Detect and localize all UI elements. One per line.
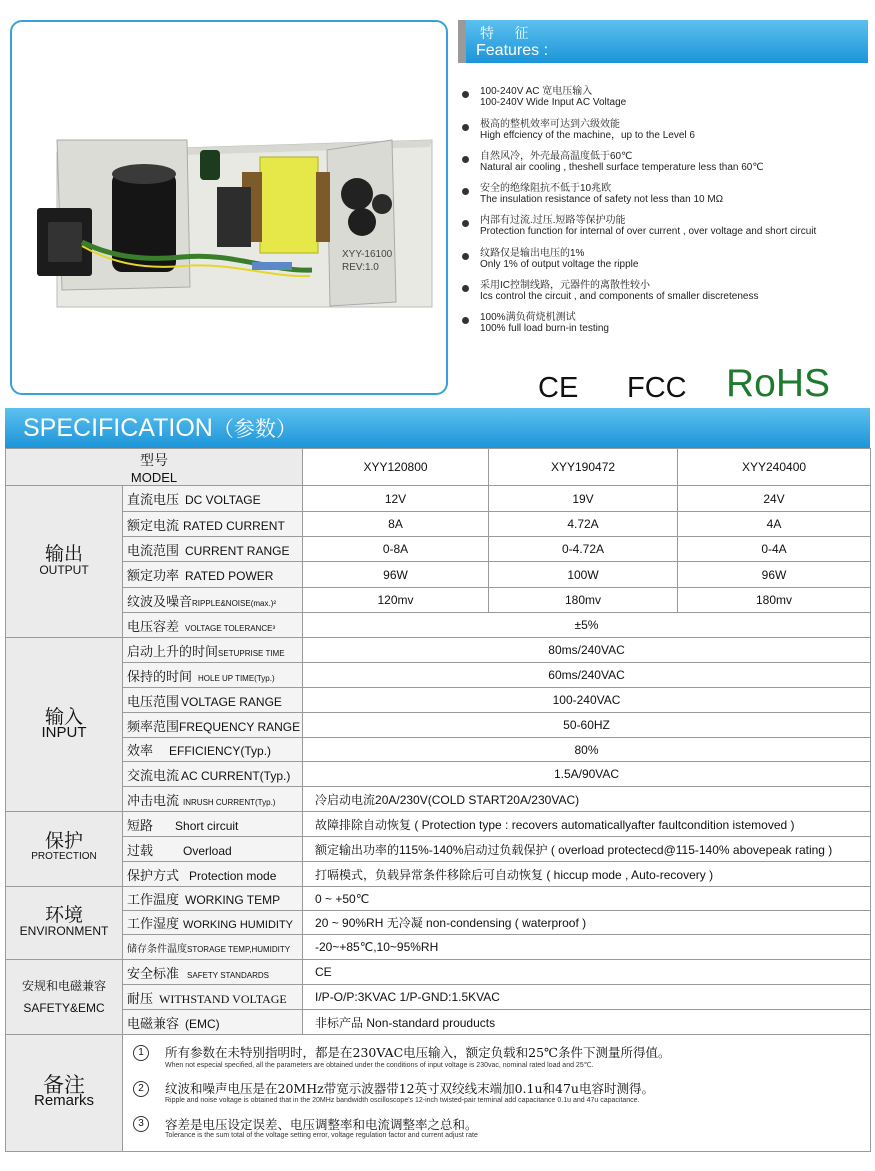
remark-text-cn: 纹波和噪声电压是在20MHz带宽示波器带12英寸双绞线末端加0.1u和47u电容时测得。 <box>165 1081 654 1096</box>
remark-number: 3 <box>133 1116 149 1132</box>
group-input: 输入 INPUT <box>6 638 123 812</box>
features-title-en: Features : <box>476 42 549 59</box>
bullet-icon <box>462 317 469 324</box>
table-row: 型号 MODEL XYY120800 XYY190472 XYY240400 <box>6 449 871 486</box>
table-row: 电流范围 CURRENT RANGE 0-8A 0-4.72A 0-4A <box>6 537 871 562</box>
table-row: 保护 PROTECTION 短路 Short circuit 故障排除自动恢复 ( Protection type : recovers automaticallyafter faultcondition istemoved ) <box>6 812 871 837</box>
feature-item: 内部有过流.过压.短路等保护功能 Protection function for internal of over current , over voltage and short circuit <box>480 215 816 237</box>
feature-item: 采用IC控制线路，元器件的离散性较小 Ics control the circuit , and components of smaller discreteness <box>480 280 758 302</box>
group-protection: 保护 PROTECTION <box>6 812 123 887</box>
table-row: 工作湿度 WORKING HUMIDITY 20 ~ 90%RH 无冷凝 non-condensing ( waterproof ) <box>6 911 871 935</box>
table-row: 电压范围 VOLTAGE RANGE 100-240VAC <box>6 688 871 713</box>
group-output: 输出 OUTPUT <box>6 486 123 638</box>
table-row: 冲击电流 INRUSH CURRENT(Typ.) 冷启动电流20A/230V(COLD START20A/230VAC) <box>6 787 871 812</box>
bullet-icon <box>462 220 469 227</box>
table-row: 输入 INPUT 启动上升的时间SETUPRISE TIME 80ms/240VAC <box>6 638 871 663</box>
product-photo <box>10 20 448 395</box>
spec-title-cn: （参数） <box>212 417 297 441</box>
table-row: 电压容差 VOLTAGE TOLERANCE³ ±5% <box>6 613 871 638</box>
remark-number: 1 <box>133 1045 149 1061</box>
table-row: 电磁兼容 (EMC) 非标产品 Non-standard prouducts <box>6 1010 871 1035</box>
bullet-icon <box>462 156 469 163</box>
table-row: 耐压 WITHSTAND VOLTAGE I/P-O/P:3KVAC 1/P-GND:1.5KVAC <box>6 985 871 1010</box>
features-header <box>458 20 868 63</box>
table-row: 频率范围FREQUENCY RANGE 50-60HZ <box>6 713 871 738</box>
feature-item: 安全的绝缘阻抗不低于10兆欧 The insulation resistance of safety not less than 10 MΩ <box>480 183 723 205</box>
pcb-label: XYY-16100 <box>342 249 393 260</box>
table-row: 交流电流 AC CURRENT(Typ.) 1.5A/90VAC <box>6 762 871 787</box>
bullet-icon <box>462 285 469 292</box>
specification-header <box>5 408 870 448</box>
remark-text-en: When not especial specified, all the parameters are obtained under the conditions of input voltage is 230vac, nominal rated load and 25℃. <box>165 1062 594 1069</box>
table-row: 安规和电磁兼容 SAFETY&EMC 安全标准 SAFETY STANDARDS CE <box>6 960 871 985</box>
remark-text-cn: 容差是电压设定误差、电压调整率和电流调整率之总和。 <box>165 1117 478 1132</box>
table-row: 过载 Overload 额定输出功率的115%-140%启动过负载保护 ( overload protectecd@115-140% abovepeak rating ) <box>6 837 871 862</box>
table-row: 纹波及噪音RIPPLE&NOISE(max.)² 120mv 180mv 180mv <box>6 588 871 613</box>
model-cell: XYY120800 <box>303 449 489 486</box>
feature-item: 100%满负荷烧机测试 100% full load burn-in testing <box>480 312 609 334</box>
table-row: 额定功率 RATED POWER 96W 100W 96W <box>6 562 871 588</box>
table-row: 效率 EFFICIENCY(Typ.) 80% <box>6 738 871 762</box>
table-row: 输出 OUTPUT 直流电压 DC VOLTAGE 12V 19V 24V <box>6 486 871 512</box>
table-row: 额定电流 RATED CURRENT 8A 4.72A 4A <box>6 512 871 537</box>
remark-number: 2 <box>133 1081 149 1097</box>
remark-text-cn: 所有参数在未特别指明时，都是在230VAC电压输入，额定负载和25℃条件下测量所得值。 <box>165 1045 671 1060</box>
group-environment: 环境 ENVIRONMENT <box>6 887 123 960</box>
features-title-cn: 特 征 <box>480 26 537 42</box>
cert-fcc: FCC <box>627 372 687 404</box>
cert-ce: CE <box>538 372 579 404</box>
table-row: 保持的时间 HOLE UP TIME(Typ.) 60ms/240VAC <box>6 663 871 688</box>
bullet-icon <box>462 253 469 260</box>
model-cell: XYY190472 <box>489 449 678 486</box>
remark-text-en: Ripple and noise voltage is obtained that in the 20MHz bandwidth oscilloscope's 12-inch twisted-pair terminal add capacitance 0.1u and 47u capacitance. <box>165 1097 640 1104</box>
spec-title: SPECIFICATION <box>23 414 213 442</box>
table-row: 储存条件温度STORAGE TEMP,HUMIDITY -20~+85℃,10~95%RH <box>6 935 871 960</box>
remark-text-en: Tolerance is the sum total of the voltage setting error, voltage regulation factor and current adjust rate <box>165 1132 478 1139</box>
model-cell: XYY240400 <box>678 449 871 486</box>
group-remarks: 备注 Remarks <box>6 1035 123 1152</box>
feature-item: 100-240V AC 宽电压输入 100-240V Wide Input AC Voltage <box>480 86 626 108</box>
specification-table <box>5 448 871 1152</box>
feature-item: 自然风冷，外壳最高温度低于60℃ Natural air cooling , theshell surface temperature less than 60℃ <box>480 151 764 173</box>
pcb-label-rev: REV:1.0 <box>342 262 379 273</box>
bullet-icon <box>462 124 469 131</box>
feature-item: 极高的整机效率可达到六级效能 High effciency of the machine，up to the Level 6 <box>480 119 695 141</box>
group-safety: 安规和电磁兼容 SAFETY&EMC <box>6 960 123 1035</box>
table-row: 保护方式 Protection mode 打嗝模式，负载异常条件移除后可自动恢复 ( hiccup mode , Auto-recovery ) <box>6 862 871 887</box>
bullet-icon <box>462 91 469 98</box>
table-row <box>6 1035 871 1152</box>
power-supply-board-image <box>12 22 446 393</box>
bullet-icon <box>462 188 469 195</box>
feature-item: 纹路仅是输出电压的1% Only 1% of output voltage the ripple <box>480 248 638 270</box>
cert-rohs: RoHS <box>726 362 831 405</box>
table-row: 环境 ENVIRONMENT 工作温度 WORKING TEMP 0 ~ +50℃ <box>6 887 871 911</box>
